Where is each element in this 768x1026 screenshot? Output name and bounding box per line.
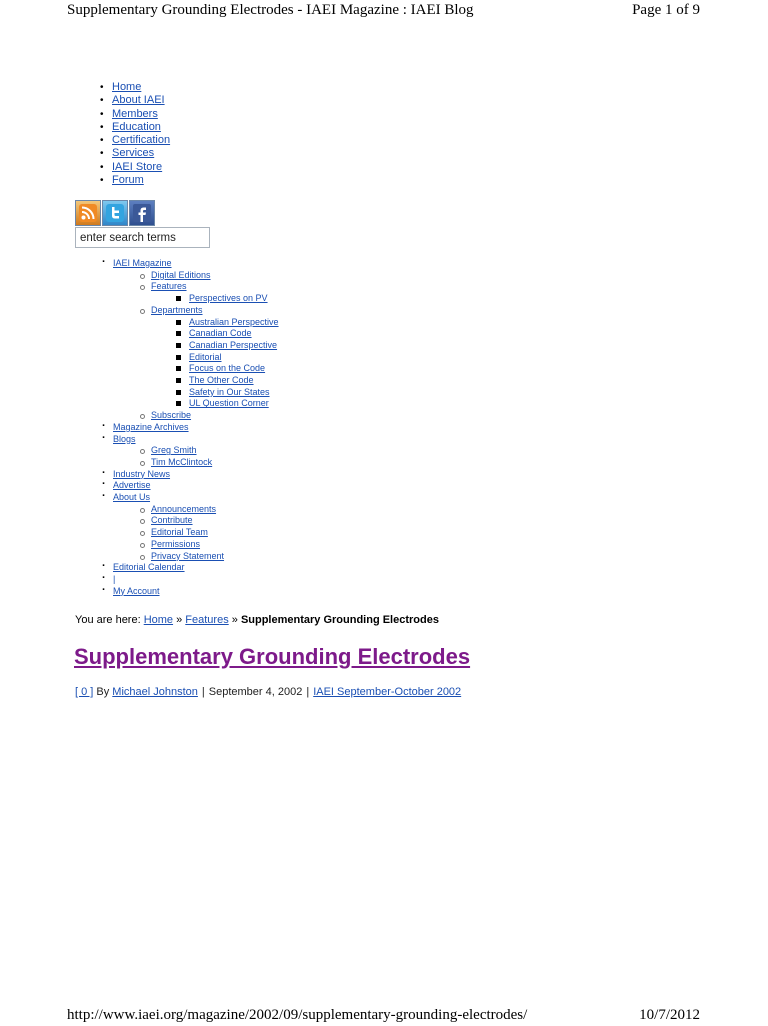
- breadcrumb: [75, 614, 439, 626]
- main-nav-item-certification: [100, 134, 170, 147]
- main-nav-item-store: [100, 161, 170, 174]
- post-title: [74, 643, 470, 671]
- site-nav-link-department[interactable]: Canadian Perspective: [189, 339, 278, 350]
- main-nav-link[interactable]: Members: [112, 107, 158, 120]
- site-nav-link-advertise[interactable]: Advertise: [113, 480, 151, 491]
- search-input[interactable]: [75, 227, 210, 248]
- post-title-link[interactable]: Supplementary Grounding Electrodes: [74, 644, 471, 669]
- site-nav-link-department[interactable]: Safety in Our States: [189, 386, 270, 397]
- site-nav-link-about[interactable]: Contribute: [151, 515, 193, 526]
- site-nav-link-blog[interactable]: Tim McClintock: [151, 456, 213, 467]
- site-nav-link-about[interactable]: Privacy Statement: [151, 550, 225, 561]
- site-nav-item: [102, 422, 279, 434]
- site-nav-link-features[interactable]: Features: [151, 281, 187, 292]
- site-nav-subitem: [139, 457, 279, 469]
- site-nav-link-subscribe[interactable]: Subscribe: [151, 410, 192, 421]
- site-nav-link-department[interactable]: The Other Code: [189, 375, 254, 386]
- social-links: [75, 200, 156, 226]
- site-nav-subitem: [139, 445, 279, 457]
- site-nav-item: [102, 574, 279, 586]
- site-nav-link-department[interactable]: Australian Perspective: [189, 316, 279, 327]
- site-nav-subsubitem: [176, 340, 279, 352]
- site-nav-link-magazine-archives[interactable]: Magazine Archives: [113, 421, 189, 432]
- site-nav-link-magazine[interactable]: IAEI Magazine: [113, 258, 172, 268]
- rss-icon[interactable]: [75, 200, 101, 226]
- site-nav-link-departments[interactable]: Departments: [151, 304, 203, 315]
- breadcrumb-separator: »: [173, 614, 186, 626]
- breadcrumb-features-link[interactable]: Features: [185, 614, 229, 626]
- site-nav-subitem: [139, 281, 279, 304]
- comments-link[interactable]: [ 0 ]: [75, 686, 94, 698]
- site-nav-link-about[interactable]: Permissions: [151, 538, 201, 549]
- main-nav-item-forum: [100, 174, 170, 187]
- page-count: Page 1 of 9: [632, 2, 700, 18]
- main-nav-link[interactable]: About IAEI: [112, 94, 165, 107]
- site-nav-link-blogs[interactable]: Blogs: [113, 433, 136, 444]
- main-nav-link[interactable]: Forum: [112, 174, 144, 187]
- print-date: 10/7/2012: [639, 1007, 700, 1023]
- site-nav-link-blog[interactable]: Greg Smith: [151, 445, 197, 456]
- main-nav-link[interactable]: Home: [112, 81, 142, 93]
- site-nav-link-my-account[interactable]: My Account: [113, 585, 160, 596]
- post-meta: [75, 686, 461, 698]
- main-nav-item-education: [100, 121, 170, 134]
- site-nav-subitem: [139, 539, 279, 551]
- site-nav-subitem: [139, 551, 279, 563]
- main-nav-link[interactable]: Certification: [112, 134, 171, 147]
- site-nav-subsubitem: [176, 375, 279, 387]
- site-nav-subitem: [139, 515, 279, 527]
- site-nav-item: [102, 469, 279, 481]
- site-nav-item: [102, 492, 279, 562]
- site-nav-item: [102, 258, 279, 422]
- site-nav-subitem: [139, 504, 279, 516]
- print-footer: [67, 1006, 700, 1026]
- meta-separator: |: [201, 686, 205, 698]
- post-date: September 4, 2002: [208, 686, 303, 698]
- site-nav-link-about[interactable]: Editorial Team: [151, 527, 208, 538]
- site-nav-subsubitem: [176, 398, 279, 410]
- site-nav-subsubitem: [176, 293, 279, 305]
- site-nav-link-about[interactable]: Announcements: [151, 503, 217, 514]
- site-nav-item: [102, 480, 279, 492]
- site-nav-subitem: [139, 305, 279, 410]
- print-page-title: Supplementary Grounding Electrodes - IAEI Magazine : IAEI Blog: [67, 2, 474, 18]
- site-nav-item: [102, 562, 279, 574]
- site-nav-link-perspectives-pv[interactable]: Perspectives on PV: [189, 293, 268, 304]
- site-nav-subsubitem: [176, 328, 279, 340]
- main-nav-link[interactable]: Services: [112, 147, 155, 160]
- site-nav-item: [102, 586, 279, 598]
- twitter-icon[interactable]: [102, 200, 128, 226]
- site-nav: [102, 258, 279, 597]
- print-url: http://www.iaei.org/magazine/2002/09/supplementary-grounding-electrodes/: [67, 1007, 528, 1023]
- main-nav-item-services: [100, 147, 170, 160]
- breadcrumb-separator: »: [228, 614, 241, 626]
- author-link[interactable]: Michael Johnston: [112, 686, 198, 698]
- site-nav-subitem: [139, 270, 279, 282]
- site-nav-link-department[interactable]: UL Question Corner: [189, 398, 269, 409]
- site-nav-link-department[interactable]: Canadian Code: [189, 328, 252, 339]
- site-nav-link-department[interactable]: Focus on the Code: [189, 363, 266, 374]
- breadcrumb-home-link[interactable]: Home: [143, 614, 174, 626]
- meta-separator: |: [306, 686, 310, 698]
- site-nav-link-industry-news[interactable]: Industry News: [113, 468, 171, 479]
- site-nav-link-digital-editions[interactable]: Digital Editions: [151, 269, 211, 280]
- main-nav-item-about: [100, 94, 170, 107]
- site-nav-subsubitem: [176, 387, 279, 399]
- main-nav-item-members: [100, 108, 170, 121]
- print-header: [67, 0, 700, 20]
- site-nav-subsubitem: [176, 352, 279, 364]
- site-nav-subsubitem: [176, 363, 279, 375]
- facebook-icon[interactable]: [129, 200, 155, 226]
- site-nav-link-about-us[interactable]: About Us: [113, 492, 151, 503]
- site-nav-link-department[interactable]: Editorial: [189, 351, 222, 362]
- breadcrumb-prefix: You are here:: [75, 614, 144, 626]
- main-nav-link[interactable]: IAEI Store: [112, 160, 163, 173]
- site-nav-link-pipe[interactable]: |: [113, 573, 116, 584]
- by-label: By: [93, 686, 113, 698]
- site-nav-link-editorial-calendar[interactable]: Editorial Calendar: [113, 562, 185, 573]
- site-nav-subitem: [139, 527, 279, 539]
- main-nav-item-home: [100, 81, 170, 94]
- site-nav-item: [102, 434, 279, 469]
- main-nav: [100, 81, 170, 187]
- main-nav-link[interactable]: Education: [112, 120, 161, 133]
- site-nav-subsubitem: [176, 317, 279, 329]
- breadcrumb-current: Supplementary Grounding Electrodes: [240, 614, 439, 626]
- issue-link[interactable]: IAEI September-October 2002: [313, 686, 462, 698]
- site-nav-subitem: [139, 410, 279, 422]
